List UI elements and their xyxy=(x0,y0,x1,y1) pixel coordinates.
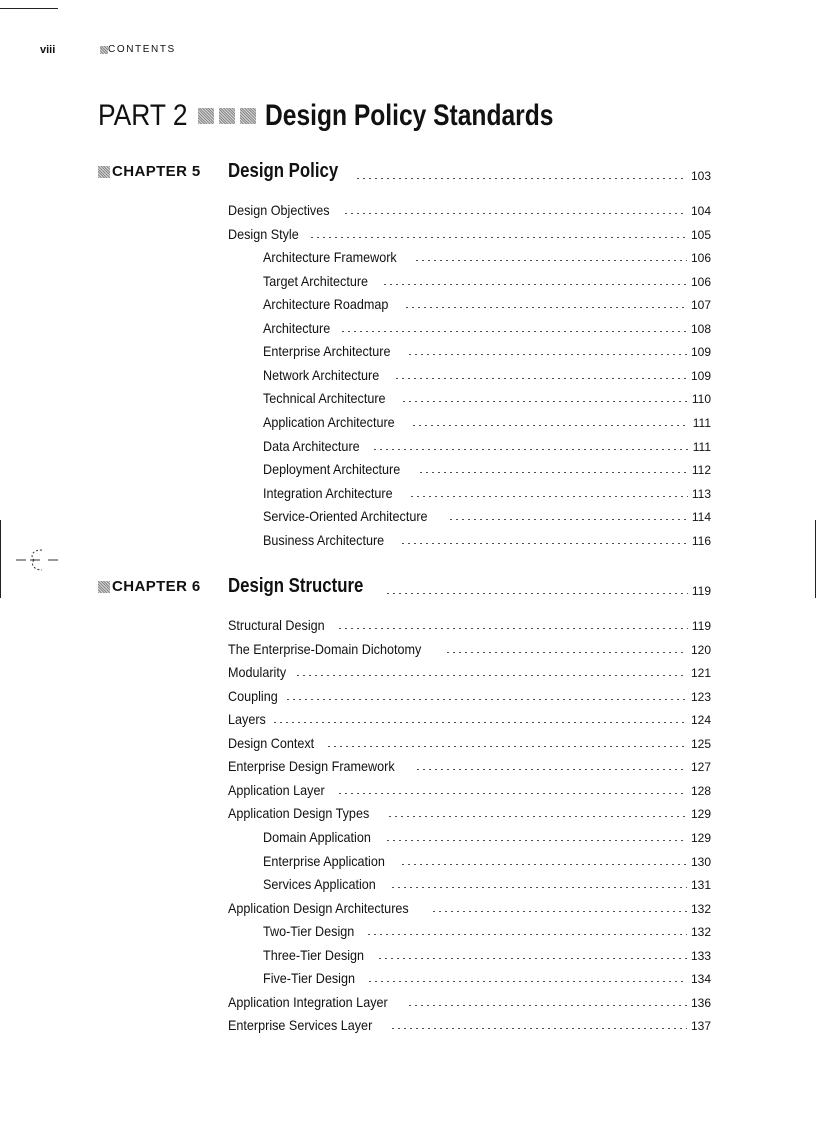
toc-entry[interactable] xyxy=(263,481,711,501)
dot-leader xyxy=(431,911,687,912)
page-number: 110 xyxy=(691,392,711,406)
running-section xyxy=(100,44,176,55)
toc-entry[interactable] xyxy=(228,801,711,821)
entry-title: Data Architecture xyxy=(263,438,360,454)
page-number: 129 xyxy=(690,807,711,821)
entry-title: Five-Tier Design xyxy=(263,970,355,986)
chapter-number: CHAPTER 6 xyxy=(112,578,201,595)
entry-title: Technical Architecture xyxy=(263,390,386,406)
entry-title: The Enterprise-Domain Dichotomy xyxy=(228,641,422,657)
toc-entry[interactable] xyxy=(228,731,711,751)
page-number: 120 xyxy=(690,643,711,657)
page-number: 123 xyxy=(690,690,711,704)
page-number: 131 xyxy=(690,878,711,892)
entry-title: Modularity xyxy=(228,664,287,680)
page-number: 119 xyxy=(691,584,711,598)
entry-title: Two-Tier Design xyxy=(263,923,355,939)
entry-title: Enterprise Design Framework xyxy=(228,758,395,774)
entry-title: Three-Tier Design xyxy=(263,947,365,963)
dot-leader xyxy=(385,593,688,594)
toc-entry[interactable] xyxy=(228,896,711,916)
chapter-square-icon xyxy=(98,581,110,593)
page-number: 136 xyxy=(690,996,711,1010)
bullet-square-icon xyxy=(100,46,108,54)
toc-entry[interactable] xyxy=(263,966,711,986)
dot-leader xyxy=(387,816,687,817)
entry-title: Domain Application xyxy=(263,829,371,845)
toc-entry[interactable] xyxy=(263,410,711,430)
chapter-number: CHAPTER 5 xyxy=(112,163,201,180)
dot-leader xyxy=(355,178,687,179)
entry-title: Enterprise Services Layer xyxy=(228,1017,373,1033)
page-number: 129 xyxy=(690,831,711,845)
toc-entry[interactable] xyxy=(228,222,711,242)
dot-leader xyxy=(340,331,687,332)
dot-leader xyxy=(372,449,688,450)
dot-leader xyxy=(400,864,687,865)
entry-title: Enterprise Application xyxy=(263,853,385,869)
dot-leader xyxy=(411,425,688,426)
page-number: 119 xyxy=(691,619,711,633)
page-number: 114 xyxy=(691,510,711,524)
dot-leader xyxy=(390,1028,687,1029)
dot-leader xyxy=(445,652,687,653)
toc-entry[interactable] xyxy=(228,684,711,704)
chapter-square-icon xyxy=(98,166,110,178)
part-label: PART 2 xyxy=(98,99,188,132)
dot-leader xyxy=(382,284,687,285)
dot-leader xyxy=(337,793,687,794)
toc-entry[interactable] xyxy=(263,528,711,548)
page-number: 108 xyxy=(690,322,711,336)
toc-entry[interactable] xyxy=(263,919,711,939)
dot-leader xyxy=(326,746,687,747)
dot-leader xyxy=(337,628,687,629)
chapter-heading-row[interactable] xyxy=(228,572,711,598)
part-ornament xyxy=(198,108,261,124)
entry-title: Application Layer xyxy=(228,782,325,798)
toc-entry[interactable] xyxy=(228,637,711,657)
page-number: 132 xyxy=(690,902,711,916)
toc-entry[interactable] xyxy=(228,990,711,1010)
page-number: 125 xyxy=(690,737,711,751)
toc-entry[interactable] xyxy=(228,660,711,680)
dot-leader xyxy=(418,472,688,473)
chapter-heading-row[interactable] xyxy=(228,157,711,183)
part-heading xyxy=(98,98,617,134)
toc-entry[interactable] xyxy=(263,339,711,359)
toc-entry[interactable] xyxy=(263,943,711,963)
dot-leader xyxy=(414,260,687,261)
dot-leader xyxy=(404,307,687,308)
page-number: 109 xyxy=(690,369,711,383)
page-number: 106 xyxy=(690,275,711,289)
dot-leader xyxy=(367,981,687,982)
page-number: 105 xyxy=(690,228,711,242)
toc-entry[interactable] xyxy=(263,872,711,892)
page-number: 133 xyxy=(690,949,711,963)
ornament-square-icon xyxy=(219,108,235,124)
entry-title: Services Application xyxy=(263,876,376,892)
running-head xyxy=(0,44,816,58)
page-number: 113 xyxy=(691,487,711,501)
dot-leader xyxy=(385,840,687,841)
dot-leader xyxy=(407,354,687,355)
page-number: 134 xyxy=(690,972,711,986)
entry-title: Integration Architecture xyxy=(263,485,393,501)
chapter-label xyxy=(98,578,201,595)
page-number: 116 xyxy=(691,534,711,548)
entry-title: Application Architecture xyxy=(263,414,395,430)
entry-title: Application Design Architectures xyxy=(228,900,409,916)
dot-leader xyxy=(415,769,687,770)
page-number: 124 xyxy=(690,713,711,727)
chapter-title: Design Policy xyxy=(228,160,339,182)
entry-title: Coupling xyxy=(228,688,278,704)
dot-leader xyxy=(409,496,688,497)
entry-title: Architecture Framework xyxy=(263,249,397,265)
page-number: 111 xyxy=(692,416,711,430)
page-number: 132 xyxy=(690,925,711,939)
dot-leader xyxy=(401,401,688,402)
page-number: 109 xyxy=(690,345,711,359)
dot-leader xyxy=(309,237,687,238)
page-number: 111 xyxy=(692,440,711,454)
entry-title: Deployment Architecture xyxy=(263,461,401,477)
entry-title: Design Context xyxy=(228,735,315,751)
toc-entry[interactable] xyxy=(228,613,711,633)
entry-title: Architecture Roadmap xyxy=(263,296,389,312)
toc-entry[interactable] xyxy=(263,316,711,336)
dot-leader xyxy=(366,934,687,935)
entry-title: Architecture xyxy=(263,320,331,336)
page-folio: viii xyxy=(40,44,56,56)
entry-title: Application Design Types xyxy=(228,805,370,821)
entry-title: Network Architecture xyxy=(263,367,380,383)
toc-entry[interactable] xyxy=(228,707,711,727)
entry-title: Design Style xyxy=(228,226,299,242)
entry-title: Enterprise Architecture xyxy=(263,343,391,359)
toc-entry[interactable] xyxy=(263,386,711,406)
toc-entry[interactable] xyxy=(263,504,711,524)
running-section-label: CONTENTS xyxy=(108,44,176,55)
toc-entry[interactable] xyxy=(228,778,711,798)
page-number: 104 xyxy=(690,204,711,218)
registration-mark-icon xyxy=(16,548,64,574)
toc-entry[interactable] xyxy=(263,292,711,312)
dot-leader xyxy=(285,699,687,700)
dot-leader xyxy=(295,675,687,676)
entry-title: Business Architecture xyxy=(263,532,385,548)
dot-leader xyxy=(448,519,688,520)
entry-title: Structural Design xyxy=(228,617,325,633)
ornament-square-icon xyxy=(198,108,214,124)
page-number: 121 xyxy=(690,666,711,680)
toc-entry[interactable] xyxy=(228,198,711,218)
dot-leader xyxy=(400,543,688,544)
page-number: 106 xyxy=(690,251,711,265)
toc-entry[interactable] xyxy=(228,1013,711,1033)
crop-mark-left xyxy=(0,520,1,598)
toc-entry[interactable] xyxy=(263,363,711,383)
dot-leader xyxy=(377,958,687,959)
page-number: 128 xyxy=(690,784,711,798)
page-number: 107 xyxy=(690,298,711,312)
chapter-label xyxy=(98,163,201,180)
page-number: 112 xyxy=(691,463,711,477)
toc-entry[interactable] xyxy=(263,245,711,265)
entry-title: Target Architecture xyxy=(263,273,369,289)
crop-mark-top xyxy=(0,8,58,9)
toc-entry[interactable] xyxy=(263,269,711,289)
page-number: 127 xyxy=(690,760,711,774)
page-number: 137 xyxy=(690,1019,711,1033)
entry-title: Design Objectives xyxy=(228,202,330,218)
dot-leader xyxy=(343,213,687,214)
part-title: Design Policy Standards xyxy=(264,99,554,132)
entry-title: Service-Oriented Architecture xyxy=(263,508,428,524)
entry-title: Layers xyxy=(228,711,266,727)
page-number: 130 xyxy=(690,855,711,869)
dot-leader xyxy=(272,722,687,723)
toc-entry[interactable] xyxy=(228,754,711,774)
page-number: 103 xyxy=(690,169,711,183)
toc-entry[interactable] xyxy=(263,825,711,845)
toc-entry[interactable] xyxy=(263,849,711,869)
ornament-square-icon xyxy=(240,108,256,124)
toc-entry[interactable] xyxy=(263,434,711,454)
toc-entry[interactable] xyxy=(263,457,711,477)
entry-title: Application Integration Layer xyxy=(228,994,388,1010)
dot-leader xyxy=(390,887,687,888)
dot-leader xyxy=(394,378,687,379)
chapter-title: Design Structure xyxy=(228,575,364,597)
dot-leader xyxy=(407,1005,687,1006)
